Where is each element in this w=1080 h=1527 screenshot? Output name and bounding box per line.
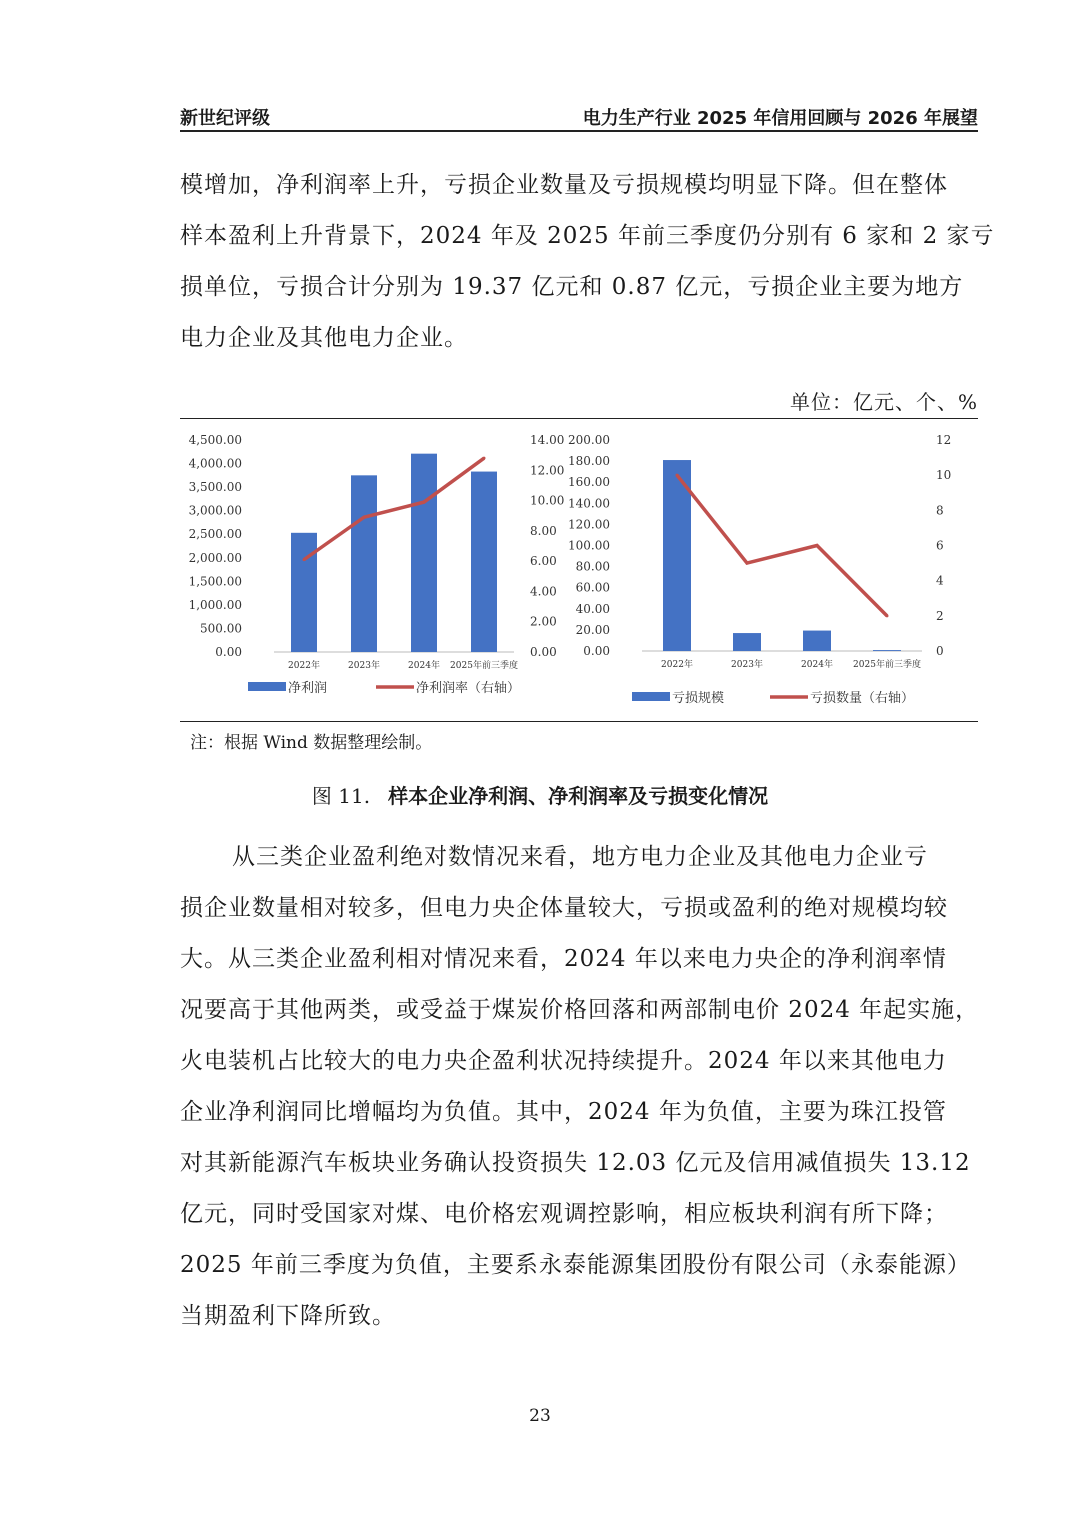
right-axis-tick-label: 8.00 bbox=[530, 523, 557, 538]
left-axis-tick-label: 4,000.00 bbox=[188, 456, 242, 471]
paragraph-line: 样本盈利上升背景下，2024 年及 2025 年前三季度仍分别有 6 家和 2 家亏 bbox=[180, 223, 995, 249]
paragraph-line: 亿元，同时受国家对煤、电价格宏观调控影响，相应板块利润有所下降； bbox=[180, 1201, 948, 1227]
header-org: 新世纪评级 bbox=[180, 108, 270, 129]
left-axis-tick-label: 60.00 bbox=[575, 580, 610, 595]
line-point bbox=[676, 474, 679, 477]
paragraph-line: 况要高于其他两类，或受益于煤炭价格回落和两部制电价 2024 年起实施， bbox=[180, 997, 980, 1023]
line-point bbox=[303, 558, 306, 561]
bar bbox=[733, 633, 761, 651]
legend-bar-swatch bbox=[248, 682, 286, 691]
paragraph-line: 当期盈利下降所致。 bbox=[180, 1303, 396, 1329]
left-axis-tick-label: 180.00 bbox=[568, 454, 610, 469]
x-axis-tick-label: 2025年前三季度 bbox=[853, 660, 921, 670]
left-axis-tick-label: 20.00 bbox=[575, 622, 610, 637]
legend-bar-swatch bbox=[632, 692, 670, 701]
legend-bar-label: 净利润 bbox=[288, 681, 328, 696]
bar bbox=[351, 475, 377, 652]
header-report-title: 电力生产行业 2025 年信用回顾与 2026 年展望 bbox=[582, 108, 978, 129]
left-axis-tick-label: 40.00 bbox=[575, 601, 610, 616]
right-axis-tick-label: 14.00 bbox=[530, 433, 565, 447]
paragraph-line: 从三类企业盈利绝对数情况来看，地方电力企业及其他电力企业亏 bbox=[232, 844, 928, 870]
left-axis-tick-label: 3,000.00 bbox=[188, 503, 242, 518]
bar bbox=[411, 454, 437, 652]
x-axis-tick-label: 2022年 bbox=[288, 661, 320, 671]
x-axis-tick-label: 2024年 bbox=[801, 660, 833, 670]
right-axis-tick-label: 12.00 bbox=[530, 463, 565, 478]
series-line bbox=[677, 475, 887, 616]
figure-top-rule bbox=[180, 418, 978, 419]
paragraph-line: 损企业数量相对较多，但电力央企体量较大，亏损或盈利的绝对规模均较 bbox=[180, 895, 948, 921]
paragraph-line: 电力企业及其他电力企业。 bbox=[180, 325, 468, 351]
x-axis-tick-label: 2023年 bbox=[731, 660, 763, 670]
figure-number: 图 11. bbox=[311, 784, 371, 808]
left-axis-tick-label: 0.00 bbox=[583, 644, 610, 658]
paragraph-line: 2025 年前三季度为负值，主要系永泰能源集团股份有限公司（永泰能源） bbox=[180, 1252, 971, 1278]
line-point bbox=[483, 457, 486, 460]
right-axis-tick-label: 8 bbox=[936, 503, 944, 518]
left-axis-tick-label: 2,000.00 bbox=[188, 550, 242, 565]
net-profit-chart bbox=[182, 422, 572, 712]
left-axis-tick-label: 4,500.00 bbox=[188, 433, 242, 447]
bar bbox=[291, 533, 317, 652]
left-axis-tick-label: 140.00 bbox=[568, 496, 610, 511]
right-axis-tick-label: 0 bbox=[936, 644, 944, 658]
right-axis-tick-label: 10.00 bbox=[530, 493, 565, 508]
line-point bbox=[816, 544, 819, 547]
paragraph-2 bbox=[180, 832, 978, 1342]
bar bbox=[803, 631, 831, 651]
figure-bottom-rule bbox=[180, 721, 978, 722]
paragraph-1 bbox=[180, 160, 995, 364]
right-axis-tick-label: 2.00 bbox=[530, 614, 557, 629]
figure-caption bbox=[0, 780, 1080, 809]
left-axis-tick-label: 0.00 bbox=[215, 645, 242, 659]
left-axis-tick-label: 120.00 bbox=[568, 517, 610, 532]
line-point bbox=[363, 516, 366, 519]
x-axis-tick-label: 2022年 bbox=[661, 660, 693, 670]
left-axis-tick-label: 160.00 bbox=[568, 475, 610, 490]
left-axis-tick-label: 2,500.00 bbox=[188, 527, 242, 542]
right-axis-tick-label: 4.00 bbox=[530, 584, 557, 599]
right-axis-tick-label: 6.00 bbox=[530, 554, 557, 569]
legend-line-label: 亏损数量（右轴） bbox=[810, 691, 915, 706]
left-axis-tick-label: 1,000.00 bbox=[188, 597, 242, 612]
unit-label: 单位：亿元、个、% bbox=[789, 390, 978, 414]
bar bbox=[873, 650, 901, 651]
left-axis-tick-label: 100.00 bbox=[568, 538, 610, 553]
right-axis-tick-label: 4 bbox=[936, 573, 944, 588]
paragraph-line: 火电装机占比较大的电力央企盈利状况持续提升。2024 年以来其他电力 bbox=[180, 1048, 947, 1074]
right-axis-tick-label: 2 bbox=[936, 608, 944, 623]
line-point bbox=[746, 562, 749, 565]
paragraph-line: 模增加，净利润率上升，亏损企业数量及亏损规模均明显下降。但在整体 bbox=[180, 172, 948, 198]
legend-bar-label: 亏损规模 bbox=[672, 691, 725, 706]
paragraph-line: 对其新能源汽车板块业务确认投资损失 12.03 亿元及信用减值损失 13.12 bbox=[180, 1150, 971, 1176]
line-point bbox=[886, 614, 889, 617]
figure-title: 样本企业净利润、净利润率及亏损变化情况 bbox=[388, 784, 769, 808]
paragraph-line: 损单位，亏损合计分别为 19.37 亿元和 0.87 亿元，亏损企业主要为地方 bbox=[180, 274, 964, 300]
page-header bbox=[180, 100, 978, 132]
page-number: 23 bbox=[529, 1406, 551, 1426]
right-axis-tick-label: 0.00 bbox=[530, 645, 557, 659]
right-axis-tick-label: 6 bbox=[936, 538, 944, 553]
x-axis-tick-label: 2024年 bbox=[408, 661, 440, 671]
figure-note: 注：根据 Wind 数据整理绘制。 bbox=[190, 733, 433, 753]
left-axis-tick-label: 200.00 bbox=[568, 433, 610, 447]
series-line bbox=[304, 458, 484, 559]
left-axis-tick-label: 500.00 bbox=[200, 621, 242, 636]
right-axis-tick-label: 10 bbox=[936, 468, 952, 483]
right-axis-tick-label: 12 bbox=[936, 433, 952, 447]
bar bbox=[471, 472, 497, 652]
left-axis-tick-label: 1,500.00 bbox=[188, 574, 242, 589]
paragraph-line: 企业净利润同比增幅均为负值。其中，2024 年为负值，主要为珠江投管 bbox=[180, 1099, 947, 1125]
left-axis-tick-label: 80.00 bbox=[575, 559, 610, 574]
legend-line-label: 净利润率（右轴） bbox=[416, 681, 521, 696]
x-axis-tick-label: 2023年 bbox=[348, 661, 380, 671]
paragraph-line: 大。从三类企业盈利相对情况来看，2024 年以来电力央企的净利润率情 bbox=[180, 946, 947, 972]
x-axis-tick-label: 2025年前三季度 bbox=[450, 661, 518, 671]
loss-chart bbox=[568, 422, 976, 712]
line-point bbox=[423, 501, 426, 504]
left-axis-tick-label: 3,500.00 bbox=[188, 480, 242, 495]
